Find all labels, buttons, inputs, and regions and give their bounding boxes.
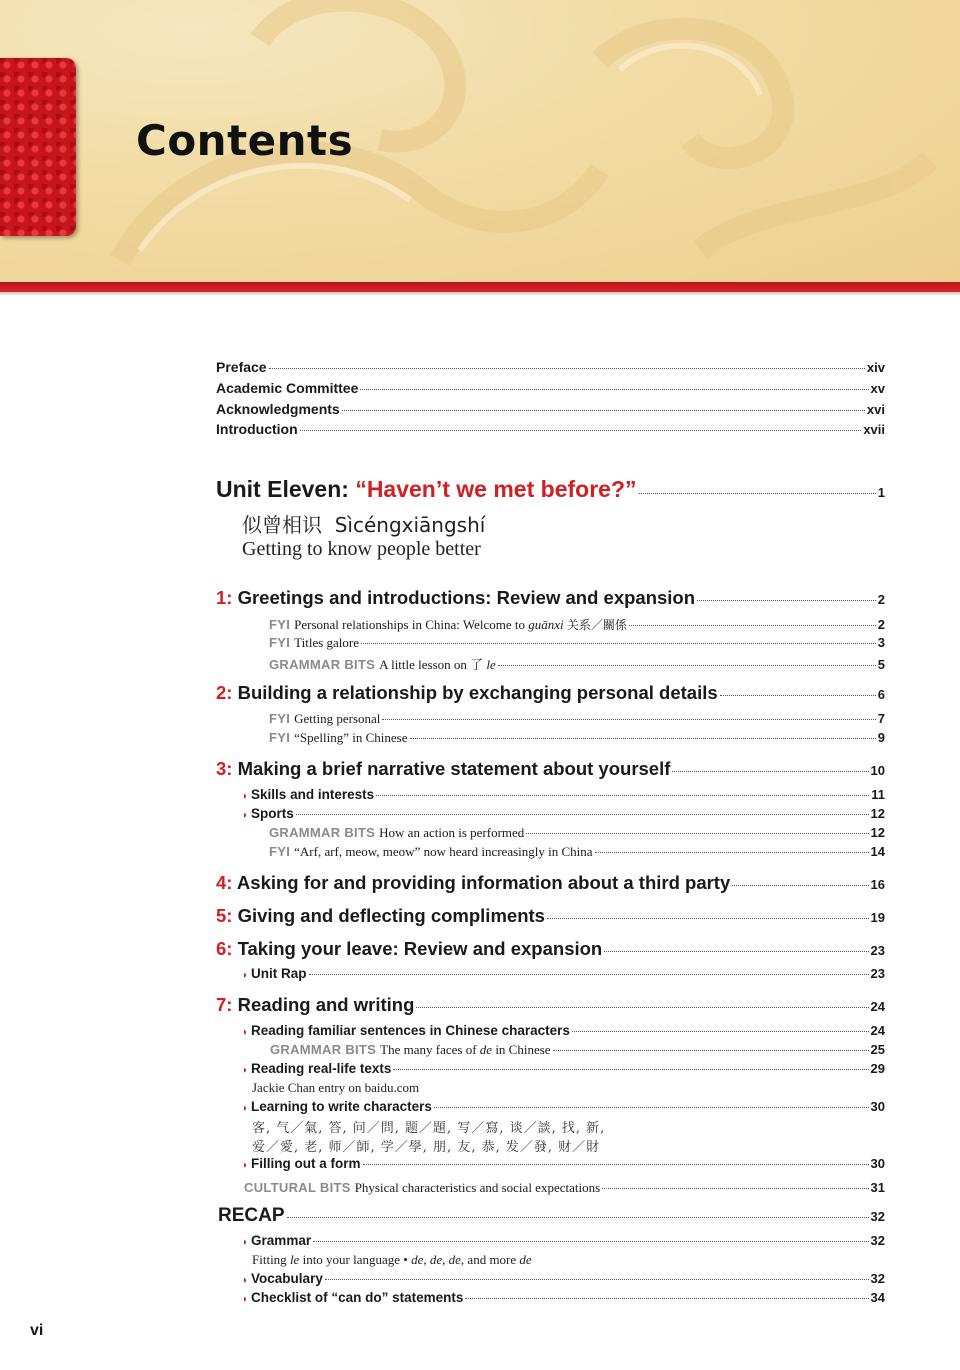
- unit-chinese-title: 似曾相识 Sìcéngxiāngshí: [242, 513, 486, 537]
- page-folio: vi: [30, 1322, 44, 1339]
- toc-entry-fyi-spelling[interactable]: FYI “Spelling” in Chinese 9: [269, 730, 885, 745]
- toc-entry-filling-form[interactable]: ◗ Filling out a form 30: [242, 1156, 885, 1171]
- bullet-arrow-icon: ◗: [242, 970, 249, 981]
- toc-entry-grammar-action[interactable]: GRAMMAR BITS How an action is performed 12: [269, 825, 885, 840]
- toc-section-3[interactable]: 3: Making a brief narrative statement about yourself 10: [216, 758, 885, 779]
- toc-entry-fyi-titles[interactable]: FYI Titles galore 3: [269, 635, 885, 650]
- toc-entry-cultural-bits[interactable]: CULTURAL BITS Physical characteristics and social expectations 31: [244, 1180, 885, 1195]
- toc-entry-grammar-le[interactable]: GRAMMAR BITS A little lesson on 了 le 5: [269, 657, 885, 672]
- toc-entry-sports[interactable]: ◗ Sports 12: [242, 806, 885, 821]
- bullet-arrow-icon: ◗: [242, 1294, 249, 1305]
- toc-entry-reading-sentences[interactable]: ◗ Reading familiar sentences in Chinese characters 24: [242, 1023, 885, 1038]
- unit-subtitle: Getting to know people better: [242, 538, 481, 560]
- toc-entry-introduction[interactable]: Introduction xvii: [216, 421, 885, 437]
- toc-section-6[interactable]: 6: Taking your leave: Review and expansion 23: [216, 938, 885, 959]
- toc-section-7[interactable]: 7: Reading and writing 24: [216, 994, 885, 1015]
- toc-section-2[interactable]: 2: Building a relationship by exchanging personal details 6: [216, 682, 885, 703]
- toc-section-5[interactable]: 5: Giving and deflecting compliments 19: [216, 905, 885, 926]
- bullet-arrow-icon: ◗: [242, 791, 249, 802]
- toc-entry-unit-rap[interactable]: ◗ Unit Rap 23: [242, 966, 885, 981]
- unit-label: Unit Eleven:: [216, 476, 349, 502]
- bullet-arrow-icon: ◗: [242, 810, 249, 821]
- bullet-arrow-icon: ◗: [242, 1275, 249, 1286]
- toc-entry-checklist[interactable]: ◗ Checklist of “can do” statements 34: [242, 1290, 885, 1305]
- toc-section-1[interactable]: 1: Greetings and introductions: Review and expansion 2: [216, 587, 885, 608]
- toc-entry-unit-eleven[interactable]: Unit Eleven: “Haven’t we met before?” 1: [216, 476, 885, 502]
- toc-entry-vocabulary[interactable]: ◗ Vocabulary 32: [242, 1271, 885, 1286]
- bullet-arrow-icon: ◗: [242, 1027, 249, 1038]
- toc-entry-acknowledgments[interactable]: Acknowledgments xvi: [216, 401, 885, 417]
- toc-entry-fyi-getting-personal[interactable]: FYI Getting personal 7: [269, 711, 885, 726]
- toc-entry-skills-interests[interactable]: ◗ Skills and interests 11: [242, 787, 885, 802]
- bullet-arrow-icon: ◗: [242, 1065, 249, 1076]
- divider-shadow: [0, 292, 960, 296]
- bullet-arrow-icon: ◗: [242, 1103, 249, 1114]
- bullet-arrow-icon: ◗: [242, 1237, 249, 1248]
- bullet-arrow-icon: ◗: [242, 1160, 249, 1171]
- toc-entry-preface[interactable]: Preface xiv: [216, 359, 885, 375]
- toc-entry-grammar[interactable]: ◗ Grammar 32: [242, 1233, 885, 1248]
- toc-note-grammar: Fitting le into your language • de, de, de, and more de: [252, 1252, 532, 1267]
- red-tab-decoration: [0, 58, 76, 236]
- toc-entry-real-life-texts[interactable]: ◗ Reading real-life texts 29: [242, 1061, 885, 1076]
- toc-entry-fyi-relationships[interactable]: FYI Personal relationships in China: Welcome to guānxi 关系／關係 2: [269, 617, 885, 632]
- toc-entry-fyi-arf[interactable]: FYI “Arf, arf, meow, meow” now heard increasingly in China 14: [269, 844, 885, 859]
- unit-title: “Haven’t we met before?”: [355, 476, 637, 502]
- toc-entry-academic-committee[interactable]: Academic Committee xv: [216, 380, 885, 396]
- toc-entry-grammar-de[interactable]: GRAMMAR BITS The many faces of de in Chinese 25: [270, 1042, 885, 1057]
- page-title: Contents: [136, 116, 354, 165]
- toc-section-4[interactable]: 4: Asking for and providing information about a third party 16: [216, 872, 885, 893]
- character-list-line-2: 爱／愛, 老, 师／師, 学／學, 朋, 友, 恭, 发／發, 财／財: [252, 1140, 601, 1155]
- toc-entry-write-characters[interactable]: ◗ Learning to write characters 30: [242, 1099, 885, 1114]
- toc-entry-recap[interactable]: RECAP 32: [218, 1205, 885, 1226]
- character-list-line-1: 客, 气／氣, 答, 问／問, 题／題, 写／寫, 谈／談, 找, 新,: [252, 1121, 606, 1136]
- red-divider: [0, 282, 960, 292]
- toc-note-jackie-chan: Jackie Chan entry on baidu.com: [252, 1080, 420, 1095]
